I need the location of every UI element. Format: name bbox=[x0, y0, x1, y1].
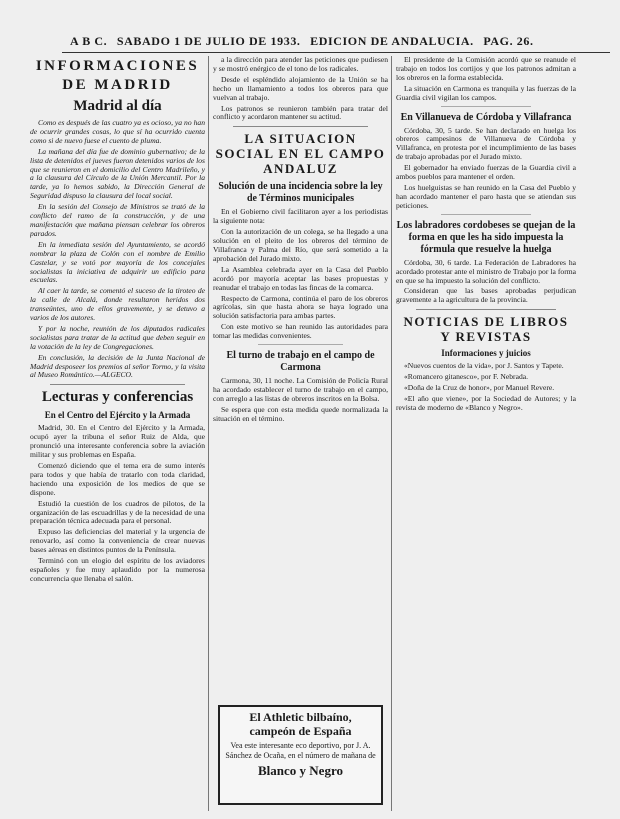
article-paragraph: La situación en Carmona es tranquila y las fuerzas de la Guardia civil vigilan los campos. bbox=[396, 83, 576, 102]
column-divider bbox=[208, 56, 209, 811]
article-paragraph: «Romancero gitanesco», por F. Nebrada. bbox=[404, 372, 529, 382]
article-paragraph: Como es después de las cuatro ya es ocioso, ya no han de ocurrir grandes cosas, lo que sí ha ocurrido cuenta como si de nuevo fuese el cuento de pluma. bbox=[30, 118, 205, 145]
section-title: INFORMACIONES bbox=[35, 58, 200, 74]
article-paragraph: Se espera que con esta medida quede normalizada la situación en el término. bbox=[213, 404, 388, 423]
article-paragraph: «Nuevos cuentos de la vida», por J. Santos y Tapete. bbox=[404, 361, 564, 371]
article-paragraph: En el Gobierno civil facilitaron ayer a los periodistas la siguiente nota: bbox=[213, 207, 388, 226]
article-paragraph: Córdoba, 30, 5 tarde. Se han declarado en huelga los obreros campesinos de Villanueva de Córdoba y Villafranca, en protesta por el incumplimiento de las bases de trabajo aprobadas por el Jurado mixto. bbox=[396, 125, 576, 162]
article-paragraph: Consideran que las bases aprobadas perjudican gravemente a la agricultura de la provincia. bbox=[396, 286, 576, 305]
ad-line: El Athletic bilbaíno, bbox=[249, 710, 352, 724]
article-paragraph: «Doña de la Cruz de honor», por Manuel Revere. bbox=[404, 383, 555, 393]
column-3 bbox=[396, 56, 576, 814]
article-paragraph: El gobernador ha enviado fuerzas de la Guardia civil a ambos pueblos para mantener el orden. bbox=[396, 163, 576, 182]
article-paragraph: En conclusión, la decisión de la Junta Nacional de Madrid desposeer los premios al señor Tormo, y la visita al Museo Romántico.—ALGECO. bbox=[30, 352, 205, 380]
divider bbox=[441, 214, 531, 215]
header-date: SABADO 1 DE JULIO DE 1933. bbox=[116, 34, 301, 48]
header-rule bbox=[62, 52, 610, 53]
article-subheadline: Informaciones y juicios bbox=[441, 348, 531, 359]
ad-line: campeón de España bbox=[249, 724, 352, 738]
article-paragraph: Expuso las deficiencias del material y la urgencia de renovarlo, así como la conveniencia de crear nuevas bases aéreas en distintos puntos de la Península. bbox=[30, 527, 205, 555]
header-page: PAG. 26. bbox=[483, 34, 534, 48]
article-paragraph: Córdoba, 30, 6 tarde. La Federación de Labradores ha acordado protestar ante el ministro de Trabajo por la forma en que se ha impuesto la solución del conflicto. bbox=[396, 257, 576, 285]
ad-magazine-name: Blanco y Negro bbox=[258, 763, 343, 778]
article-paragraph: En la sesión del Consejo de Ministros se trató de la conflicto del ramo de la construcción, y de una manifestación que mañana piensan celebrar los obreros parados. bbox=[30, 202, 205, 238]
article-paragraph: El presidente de la Comisión acordó que se reanude el trabajo en todos los cortijos y que los patronos admitan a los obreros en la forma establecida. bbox=[396, 56, 576, 82]
article-paragraph: Terminó con un elogio del espíritu de los aviadores españoles y fue muy aplaudido por la numerosa concurrencia que llenaba el salón. bbox=[30, 556, 205, 583]
header-edition: EDICION DE ANDALUCIA. bbox=[310, 34, 474, 48]
article-subheadline: Los labradores cordobeses se quejan de la forma en que les ha sido impuesta la fórmula que resuelve la huelga bbox=[396, 219, 576, 255]
header-abc: A B C. bbox=[70, 34, 108, 48]
page-header bbox=[70, 34, 610, 49]
article-paragraph: Comenzó diciendo que el tema era de sumo interés para todos y que había de tratarlo con toda claridad, haciendo una exposición de los medios de que se dispone. bbox=[30, 461, 205, 497]
article-paragraph: Al caer la tarde, se comentó el suceso de la tiroteo de la calle de Alcalá, donde resultaron heridos dos transeúntes, uno de ellos gravemente, y se detuvo a varios de los autores. bbox=[30, 286, 205, 323]
article-paragraph: Respecto de Carmona, continúa el paro de los obreros agrícolas, sin que hasta ahora se haya logrado una solución satisfactoria para ambas partes. bbox=[213, 293, 388, 321]
article-headline: LA SITUACION SOCIAL EN EL CAMPO ANDALUZ bbox=[215, 131, 386, 177]
column-divider bbox=[391, 56, 392, 811]
article-paragraph: La mañana del día fue de dominio gubernativo; de la lista de detenidos el jueves fueron detenidos varios de los que se reunieron en el domicilio del Centro Madrileño, y a la clausura del Círculo de la Unión Mercantil. Por la tarde, ya lo hemos sabido, la Dirección General de Seguridad dispuso la clausura del local social. bbox=[30, 146, 205, 201]
article-paragraph: Desde el espléndido alojamiento de la Unión se ha hecho un llamamiento a todos los obreros para que vuelvan al trabajo. bbox=[213, 74, 388, 102]
article-paragraph: Los huelguistas se han reunido en la Casa del Pueblo y han acordado mantener el paro hasta que se atiendan sus peticiones. bbox=[396, 182, 576, 210]
article-subheadline: El turno de trabajo en el campo de Carmona bbox=[226, 350, 375, 374]
article-paragraph: Los patronos se reunieron también para tratar del conflicto y acordaron mantener su actitud. bbox=[213, 103, 388, 122]
divider bbox=[258, 344, 343, 345]
article-paragraph: a la dirección para atender las peticiones que pudiesen y se mostró enérgico de el tono de los radicales. bbox=[213, 56, 388, 73]
ad-line: Vea este interesante eco deportivo, por J. A. Sánchez de Ocaña, en el número de mañana de bbox=[225, 741, 376, 760]
article-headline: NOTICIAS DE LIBROS Y REVISTAS bbox=[403, 314, 569, 345]
article-paragraph: Madrid, 30. En el Centro del Ejército y la Armada, ocupó ayer la tribuna el señor Ruiz de Alda, que pronunció una interesante conferencia sobre la aviación militar y sus problemas en España. bbox=[30, 423, 205, 460]
article-paragraph: «El año que viene», por la Sociedad de Autores; y la revista de moderno de «Blanco y Negro». bbox=[396, 393, 576, 412]
article-paragraph: En la inmediata sesión del Ayuntamiento, se acordó nombrar la plaza de Colón con el nombre de Emilio Castelar, y se votó por mayoría de los concejales socialistas la iniciativa de adquirir un edificio para escuelas. bbox=[30, 239, 205, 285]
divider bbox=[416, 309, 556, 310]
article-subheadline: En Villanueva de Córdoba y Villafranca bbox=[400, 111, 572, 123]
article-headline: Lecturas y conferencias bbox=[41, 389, 194, 406]
article-paragraph: Con la autorización de un colega, se ha llegado a una solución en el pleito de los obreros del término de Villafranca y Palma del Río, que será sometido a la aprobación del Jurado mixto. bbox=[213, 227, 388, 263]
article-paragraph: Estudió la cuestión de los cuadros de pilotos, de la organización de las escuadrillas y de la necesidad de una preparación técnica adecuada para el personal. bbox=[30, 498, 205, 526]
divider bbox=[441, 106, 531, 107]
article-paragraph: Con este motivo se han reunido las autoridades para tomar las medidas convenientes. bbox=[213, 322, 388, 341]
article-headline: Madrid al día bbox=[73, 98, 162, 114]
column-1 bbox=[30, 56, 205, 814]
article-paragraph: Y por la noche, reunión de los diputados radicales socialistas para tratar de la actitud que deben seguir en la votación de la ley de Congregaciones. bbox=[30, 323, 205, 351]
advertisement-box bbox=[218, 705, 383, 805]
article-subheadline: En el Centro del Ejército y la Armada bbox=[44, 410, 191, 421]
divider bbox=[233, 126, 368, 127]
article-subheadline: Solución de una incidencia sobre la ley de Términos municipales bbox=[218, 181, 383, 205]
column-2 bbox=[213, 56, 388, 701]
article-paragraph: La Asamblea celebrada ayer en la Casa del Pueblo acordó por mayoría aceptar las bases propuestas y reanudar el trabajo en todas las fincas de la comarca. bbox=[213, 264, 388, 292]
article-paragraph: Carmona, 30, 11 noche. La Comisión de Policía Rural ha acordado establecer el turno de trabajo en el campo, con arreglo a las listas de obreros inscritos en la Bolsa. bbox=[213, 376, 388, 403]
section-title: DE MADRID bbox=[62, 77, 173, 93]
divider bbox=[50, 384, 185, 385]
